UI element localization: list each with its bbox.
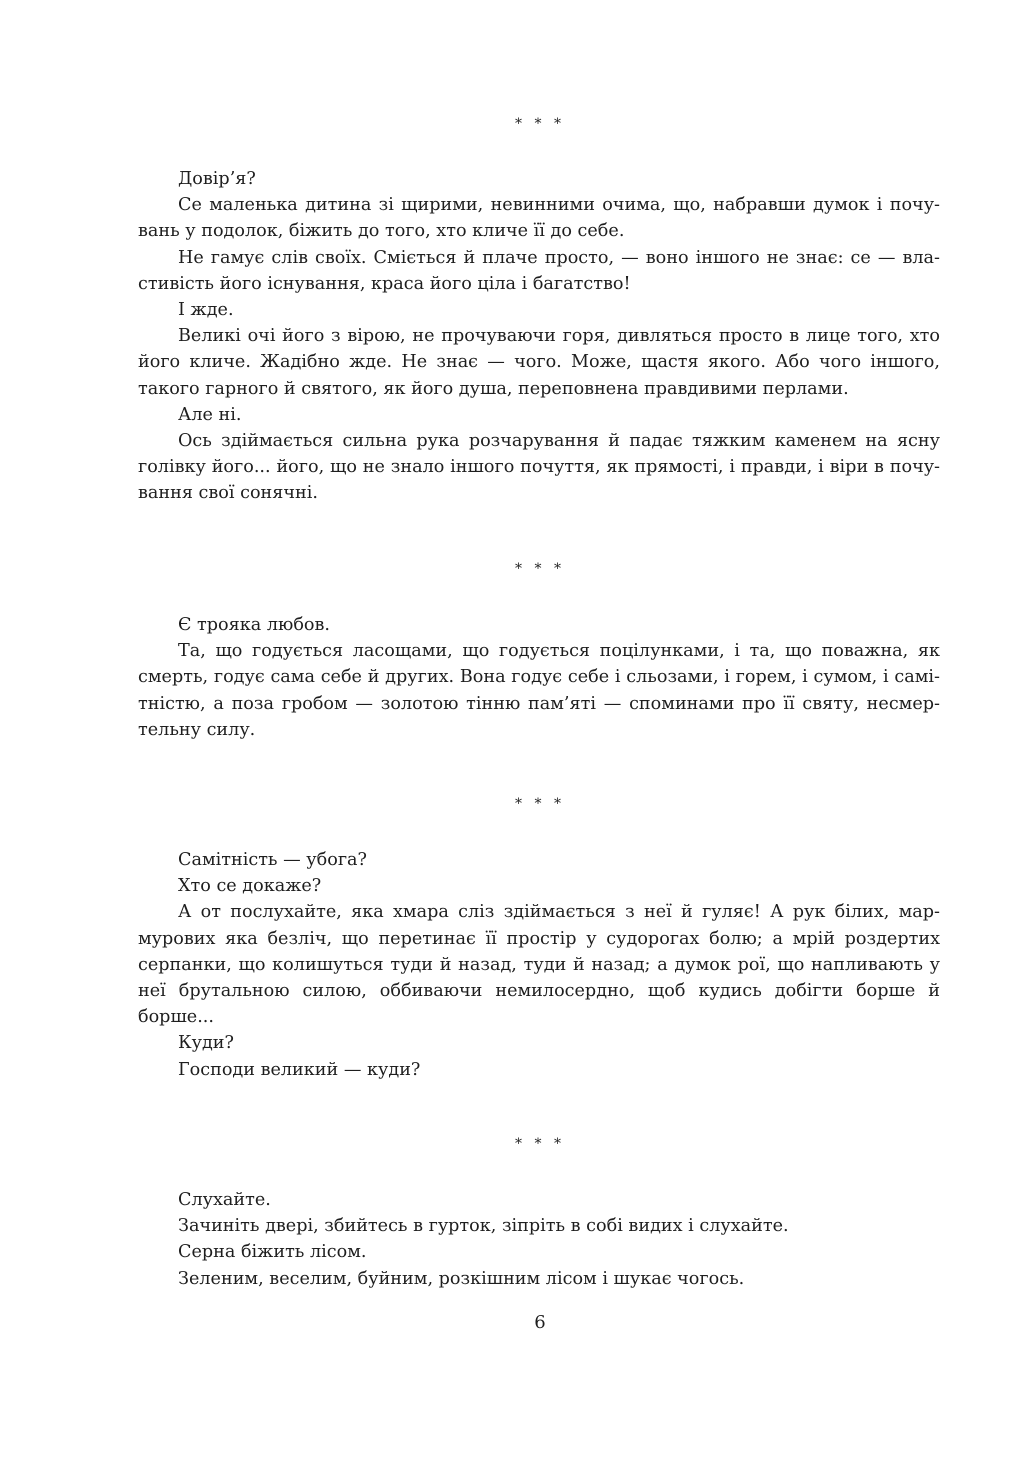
- paragraph: А от послухайте, яка хмара сліз здіймається з неї й гуляє! А рук білих, мармурових яка безліч, що перетинає її простір у судорогах болю; а мрій роздертих серпанки, що колишуться туди й назад, туди й назад; а думок рої, що напливають у неї брутальною силою, оббиваючи немилосердно, щоб кудись добігти борше й борше...: [138, 902, 940, 1028]
- paragraph: Слухайте.: [178, 1190, 271, 1210]
- section-separator: * * *: [515, 1136, 565, 1152]
- paragraph: Самітність — убога?: [178, 850, 367, 870]
- section-separator: * * *: [515, 116, 565, 132]
- paragraph: І жде.: [178, 300, 234, 321]
- paragraph: Не гамує слів своїх. Сміється й плаче просто, — воно іншого не знає: се — властивість його існування, краса його ціла і багатство!: [138, 247, 940, 294]
- paragraph: Великі очі його з вірою, не прочуваючи горя, дивляться просто в лице того, хто його кличе. Жадібно жде. Не знає — чого. Може, щастя якого. Або чого іншого, такого гарного й святого, як його душа, переповнена правдивими перлами.: [138, 326, 940, 399]
- paragraph: Ось здіймається сильна рука розчарування й падає тяжким каменем на ясну голівку його... його, що не знало іншого почуття, як прямості, і правди, і віри в почування свої сонячні.: [138, 431, 940, 504]
- paragraph: Господи великий — куди?: [178, 1059, 421, 1080]
- section-separator: * * *: [515, 561, 565, 577]
- text-section: [138, 1187, 940, 1292]
- paragraph: Серна біжить лісом.: [178, 1242, 367, 1263]
- paragraph: Се маленька дитина зі щирими, невинними очима, що, набравши думок і почувань у подолок, біжить до того, хто кличе її до себе.: [138, 195, 940, 242]
- text-section: [138, 847, 940, 1083]
- paragraph: Є трояка любов.: [178, 615, 330, 635]
- paragraph: Куди?: [178, 1033, 234, 1054]
- paragraph: Та, що годується ласощами, що годується поцілунками, і та, що поважна, як смерть, годує сама себе й других. Вона годує себе і сльозами, і горем, і сумом, і самітністю, а поза гробом — золотою тінню пам’яті — споминами про її святу, несмертельну силу.: [138, 641, 940, 740]
- paragraph: Зеленим, веселим, буйним, розкішним лісом і шукає чогось.: [178, 1268, 745, 1289]
- paragraph: Довір’я?: [178, 169, 256, 189]
- text-section: [138, 612, 940, 743]
- text-section: [138, 166, 940, 507]
- page-number: 6: [534, 1312, 546, 1333]
- paragraph: Але ні.: [178, 404, 242, 425]
- paragraph: Хто се докаже?: [178, 876, 322, 897]
- section-separator: * * *: [515, 796, 565, 812]
- paragraph: Зачиніть двері, збийтесь в гурток, зіпріть в собі видих і слухайте.: [178, 1216, 789, 1237]
